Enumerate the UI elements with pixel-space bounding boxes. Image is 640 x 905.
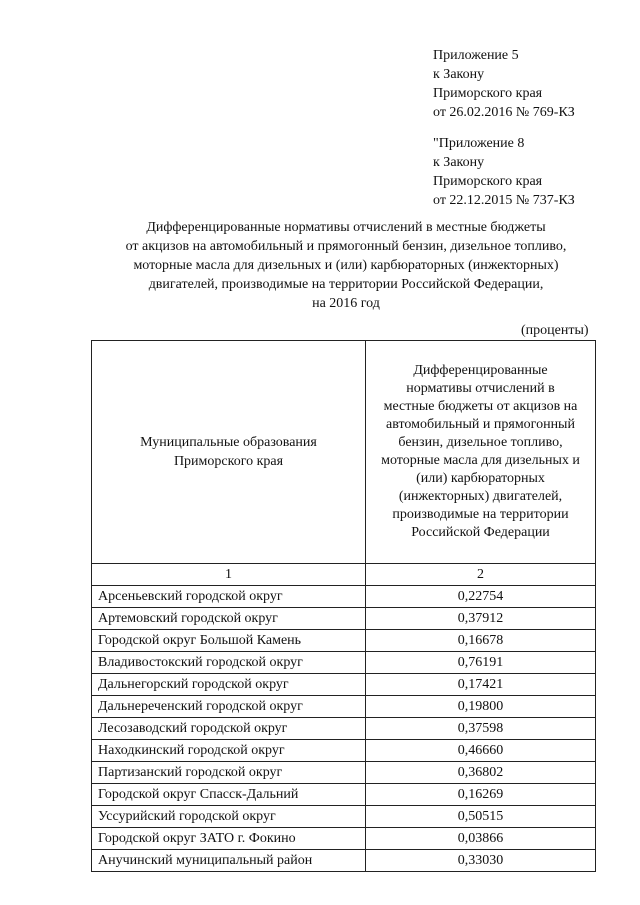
header-line: автомобильный и прямогонный bbox=[386, 417, 575, 432]
title-line: двигателей, производимые на территории Российской Федерации, bbox=[148, 277, 544, 292]
normative-value: 0,19800 bbox=[366, 696, 596, 718]
table-row bbox=[92, 784, 596, 806]
table-row bbox=[92, 630, 596, 652]
table-row bbox=[92, 850, 596, 872]
title-line: на 2016 год bbox=[312, 296, 380, 311]
appendix-line: Приложение 5 bbox=[433, 48, 519, 63]
appendix-reference-amended bbox=[433, 134, 575, 210]
municipality-name: Уссурийский городской округ bbox=[92, 806, 366, 828]
appendix-reference-current bbox=[433, 46, 575, 122]
title-line: Дифференцированные нормативы отчислений в местные бюджеты bbox=[146, 220, 546, 235]
title-line: от акцизов на автомобильный и прямогонный бензин, дизельное топливо, bbox=[125, 239, 567, 254]
municipality-name: Анучинский муниципальный район bbox=[92, 850, 366, 872]
municipality-name: Дальнереченский городской округ bbox=[92, 696, 366, 718]
appendix-line: к Закону bbox=[433, 155, 485, 170]
table-row bbox=[92, 586, 596, 608]
appendix-line: к Закону bbox=[433, 67, 485, 82]
municipality-name: Городской округ Спасск-Дальний bbox=[92, 784, 366, 806]
table-header-row bbox=[92, 341, 596, 564]
header-normatives bbox=[366, 341, 596, 564]
units-label: (проценты) bbox=[521, 323, 589, 338]
municipality-name: Находкинский городской округ bbox=[92, 740, 366, 762]
title-line: моторные масла для дизельных и (или) карбюраторных (инжекторных) bbox=[133, 258, 559, 273]
appendix-line: Приморского края bbox=[433, 86, 543, 101]
normative-value: 0,17421 bbox=[366, 674, 596, 696]
normative-value: 0,37598 bbox=[366, 718, 596, 740]
header-line: Дифференцированные bbox=[413, 363, 548, 378]
normative-value: 0,22754 bbox=[366, 586, 596, 608]
municipality-name: Партизанский городской округ bbox=[92, 762, 366, 784]
normative-value: 0,50515 bbox=[366, 806, 596, 828]
normative-value: 0,16678 bbox=[366, 630, 596, 652]
municipality-name: Артемовский городской округ bbox=[92, 608, 366, 630]
municipality-name: Городской округ Большой Камень bbox=[92, 630, 366, 652]
normative-value: 0,33030 bbox=[366, 850, 596, 872]
header-line: местные бюджеты от акцизов на bbox=[383, 399, 578, 414]
normative-value: 0,16269 bbox=[366, 784, 596, 806]
header-municipality bbox=[92, 341, 366, 564]
municipality-name: Арсеньевский городской округ bbox=[92, 586, 366, 608]
table-row bbox=[92, 806, 596, 828]
header-line: производимые на территории bbox=[392, 507, 569, 522]
appendix-line: "Приложение 8 bbox=[433, 136, 525, 151]
header-line: (инжекторных) двигателей, bbox=[398, 489, 563, 504]
appendix-line: от 26.02.2016 № 769-КЗ bbox=[433, 105, 575, 120]
table-row bbox=[92, 652, 596, 674]
header-line: моторные масла для дизельных и bbox=[381, 453, 580, 468]
table-row bbox=[92, 696, 596, 718]
table-row bbox=[92, 718, 596, 740]
normative-value: 0,37912 bbox=[366, 608, 596, 630]
municipality-name: Лесозаводский городской округ bbox=[92, 718, 366, 740]
header-line: нормативы отчислений в bbox=[406, 381, 555, 396]
table-row bbox=[92, 674, 596, 696]
column-number: 2 bbox=[366, 564, 596, 586]
table-row bbox=[92, 740, 596, 762]
normative-value: 0,36802 bbox=[366, 762, 596, 784]
header-line: Муниципальные образования bbox=[140, 435, 317, 450]
municipality-name: Дальнегорский городской округ bbox=[92, 674, 366, 696]
table-row bbox=[92, 828, 596, 850]
column-number-row bbox=[92, 564, 596, 586]
municipality-name: Владивостокский городской округ bbox=[92, 652, 366, 674]
normative-value: 0,03866 bbox=[366, 828, 596, 850]
municipality-name: Городской округ ЗАТО г. Фокино bbox=[92, 828, 366, 850]
normative-value: 0,46660 bbox=[366, 740, 596, 762]
appendix-line: от 22.12.2015 № 737-КЗ bbox=[433, 193, 575, 208]
normative-value: 0,76191 bbox=[366, 652, 596, 674]
header-line: Российской Федерации bbox=[411, 525, 550, 540]
appendix-line: Приморского края bbox=[433, 174, 543, 189]
table-row bbox=[92, 762, 596, 784]
document-title bbox=[90, 218, 602, 313]
normatives-table bbox=[91, 340, 596, 872]
table-row bbox=[92, 608, 596, 630]
column-number: 1 bbox=[92, 564, 366, 586]
header-line: (или) карбюраторных bbox=[416, 471, 545, 486]
header-line: бензин, дизельное топливо, bbox=[398, 435, 563, 450]
header-line: Приморского края bbox=[173, 454, 284, 469]
